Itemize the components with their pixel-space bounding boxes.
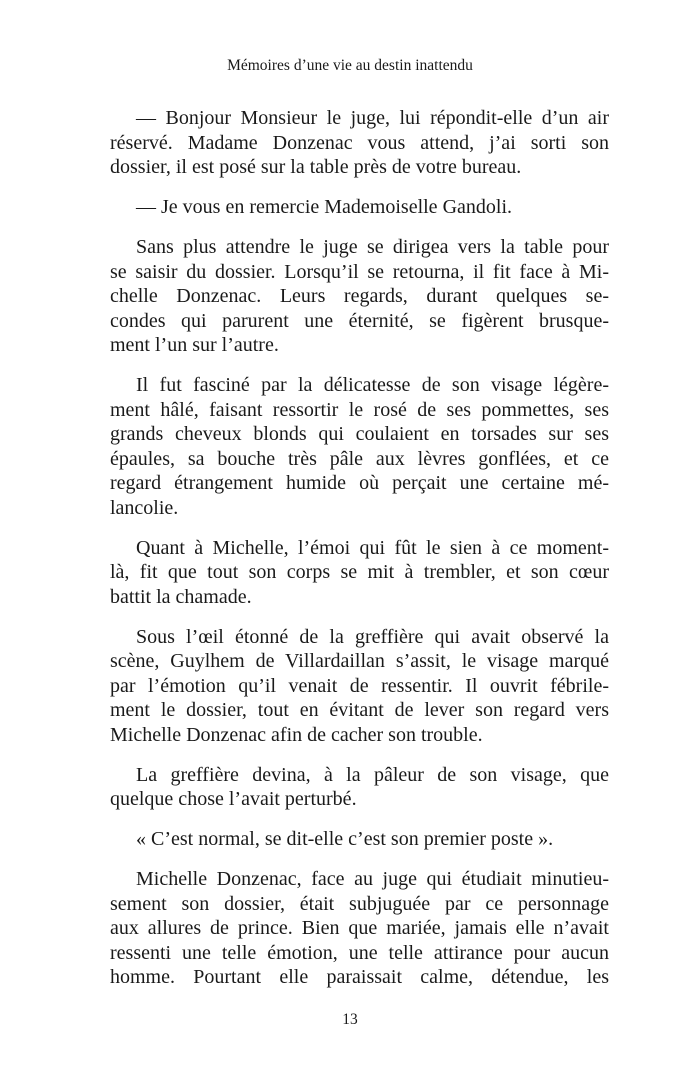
text-line: réservé. Madame Donzenac vous attend, j’ai sorti son — [110, 131, 609, 154]
text-line: par l’émotion qu’il venait de ressentir. Il ouvrit fébrile- — [110, 674, 609, 697]
text-line: regard étrangement humide où perçait une certaine mé- — [110, 472, 609, 494]
text-line: battit la chamade. — [110, 585, 252, 608]
text-line: quelque chose l’avait perturbé. — [110, 788, 357, 810]
text-line: grands cheveux blonds qui coulaient en torsades sur ses — [110, 423, 609, 445]
text-line: Quant à Michelle, l’émoi qui fût le sien à ce moment- — [136, 536, 609, 559]
text-line: ressenti une telle émotion, une telle attirance pour aucun — [110, 941, 609, 964]
paragraph — [110, 235, 609, 358]
text-line: ment l’un sur l’autre. — [110, 334, 279, 356]
text-line: Il fut fasciné par la délicatesse de son visage légère- — [136, 374, 609, 396]
text-line: aux allures de prince. Bien que mariée, jamais elle n’avait — [110, 917, 609, 939]
body-text — [110, 106, 609, 1005]
running-head: Mémoires d’une vie au destin inattendu — [227, 57, 473, 74]
page-number: 13 — [342, 1011, 358, 1028]
text-line: homme. Pourtant elle paraissait calme, détendue, les — [110, 966, 609, 988]
paragraph — [110, 867, 609, 990]
text-line: là, fit que tout son corps se mit à trembler, et son cœur — [110, 561, 609, 583]
text-line: — Bonjour Monsieur le juge, lui répondit-elle d’un air — [136, 107, 609, 129]
text-line: sement son dossier, était subjuguée par ce personnage — [110, 892, 609, 915]
text-line: dossier, il est posé sur la table près de votre bureau. — [110, 156, 522, 178]
text-line: lancolie. — [110, 496, 179, 519]
text-line: condes qui parurent une éternité, se figèrent brusque- — [110, 309, 609, 332]
paragraph — [110, 195, 609, 220]
paragraph — [110, 625, 609, 748]
text-line: Michelle Donzenac afin de cacher son trouble. — [110, 723, 483, 746]
paragraph — [110, 536, 609, 610]
text-line: se saisir du dossier. Lorsqu’il se retourna, il fit face à Mi- — [110, 260, 609, 283]
text-line: ment le dossier, tout en évitant de lever son regard vers — [110, 699, 609, 721]
paragraph — [110, 106, 609, 180]
text-line: — Je vous en remercie Mademoiselle Gandoli. — [136, 196, 512, 218]
text-line: Sous l’œil étonné de la greffière qui avait observé la — [136, 625, 609, 648]
text-line: Michelle Donzenac, face au juge qui étudiait minutieu- — [136, 868, 609, 890]
text-line: scène, Guylhem de Villardaillan s’assit, le visage marqué — [110, 650, 609, 672]
paragraph — [110, 373, 609, 520]
text-line: « C’est normal, se dit-elle c’est son premier poste ». — [136, 828, 554, 850]
text-line: Sans plus attendre le juge se dirigea vers la table pour — [136, 236, 609, 258]
text-line: épaules, sa bouche très pâle aux lèvres gonflées, et ce — [110, 447, 609, 470]
text-line: La greffière devina, à la pâleur de son visage, que — [136, 763, 609, 786]
text-line: chelle Donzenac. Leurs regards, durant quelques se- — [110, 285, 609, 307]
text-line: ment hâlé, faisant ressortir le rosé de ses pommettes, ses — [110, 398, 609, 421]
paragraph — [110, 763, 609, 812]
paragraph — [110, 827, 609, 852]
